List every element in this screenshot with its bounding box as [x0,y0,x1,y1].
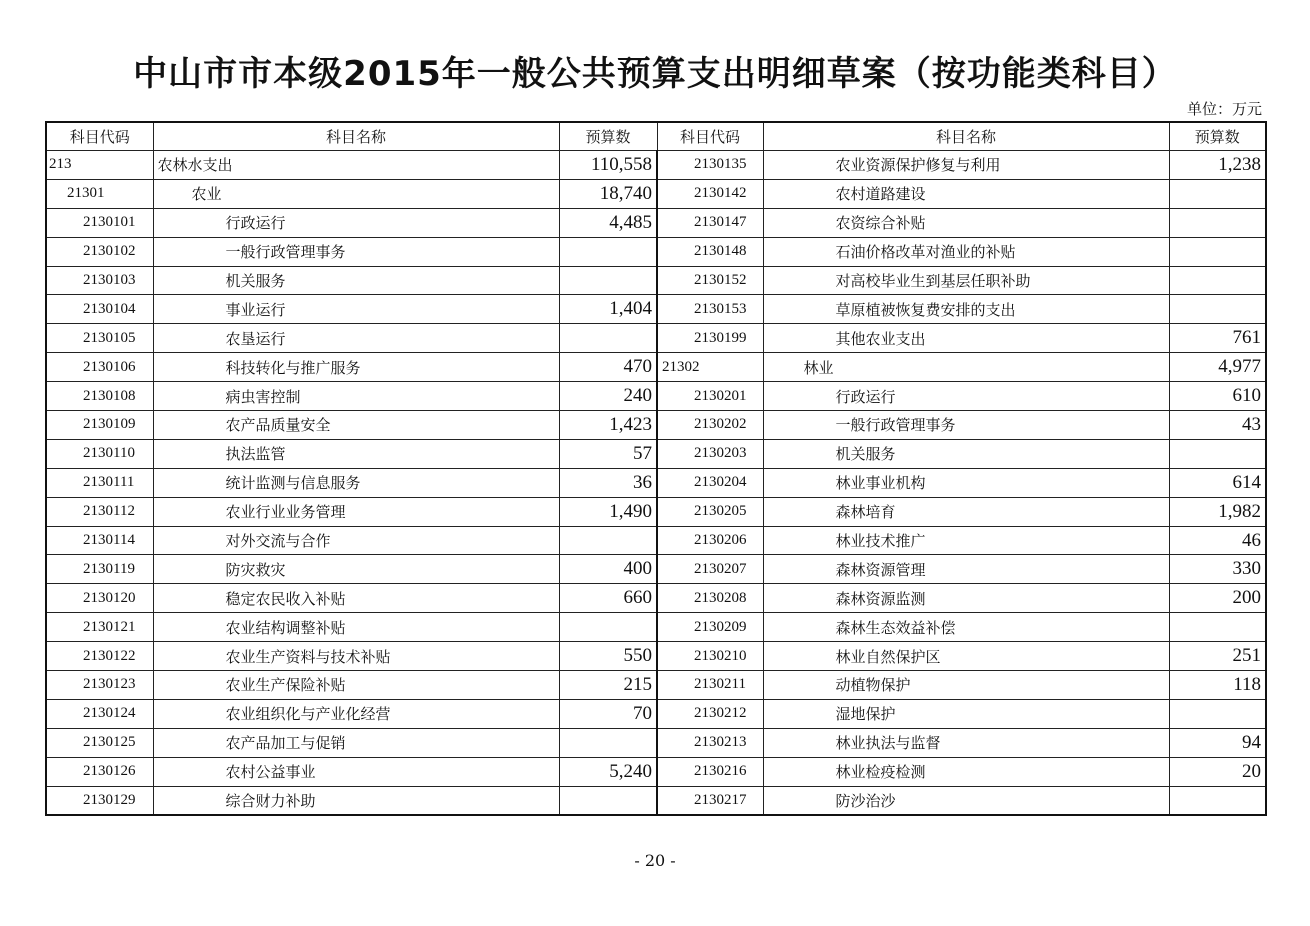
right-amount-cell: 1,982 [1169,497,1266,526]
right-code-cell: 2130204 [657,468,763,497]
right-amount-cell: 610 [1169,382,1266,411]
right-code-cell: 2130213 [657,728,763,757]
left-name-cell: 综合财力补助 [153,786,559,815]
table-row [46,208,1266,237]
right-amount-cell [1169,699,1266,728]
right-amount-cell: 1,238 [1169,151,1266,180]
left-amount-cell [559,237,657,266]
left-name-cell: 对外交流与合作 [153,526,559,555]
left-code-cell: 2130110 [46,439,153,468]
right-amount-cell: 251 [1169,642,1266,671]
left-amount-cell: 36 [559,468,657,497]
left-name-cell: 防灾救灾 [153,555,559,584]
table-row [46,613,1266,642]
table-row [46,439,1266,468]
right-name-cell: 林业 [763,353,1169,382]
right-name-cell: 森林生态效益补偿 [763,613,1169,642]
header-right-amount: 预算数 [1169,122,1266,151]
left-name-cell: 执法监管 [153,439,559,468]
left-name-cell: 统计监测与信息服务 [153,468,559,497]
right-name-cell: 农业资源保护修复与利用 [763,151,1169,180]
header-right-name: 科目名称 [763,122,1169,151]
right-name-cell: 森林资源管理 [763,555,1169,584]
left-amount-cell [559,728,657,757]
right-code-cell: 2130202 [657,411,763,440]
left-name-cell: 农业生产资料与技术补贴 [153,642,559,671]
header-left-amount: 预算数 [559,122,657,151]
left-code-cell: 2130122 [46,642,153,671]
right-name-cell: 其他农业支出 [763,324,1169,353]
left-code-cell: 2130125 [46,728,153,757]
left-amount-cell: 4,485 [559,208,657,237]
right-amount-cell: 46 [1169,526,1266,555]
left-code-cell: 2130119 [46,555,153,584]
table-row [46,757,1266,786]
left-code-cell: 2130101 [46,208,153,237]
table-row [46,353,1266,382]
left-amount-cell: 470 [559,353,657,382]
left-code-cell: 2130105 [46,324,153,353]
right-amount-cell: 200 [1169,584,1266,613]
left-code-cell: 2130114 [46,526,153,555]
right-name-cell: 农资综合补贴 [763,208,1169,237]
left-name-cell: 农业行业业务管理 [153,497,559,526]
left-code-cell: 2130129 [46,786,153,815]
right-amount-cell: 330 [1169,555,1266,584]
left-name-cell: 农业组织化与产业化经营 [153,699,559,728]
right-amount-cell [1169,786,1266,815]
left-code-cell: 2130120 [46,584,153,613]
left-amount-cell: 215 [559,671,657,700]
right-amount-cell: 43 [1169,411,1266,440]
left-amount-cell: 110,558 [559,151,657,180]
left-name-cell: 农村公益事业 [153,757,559,786]
right-amount-cell [1169,266,1266,295]
header-left-code: 科目代码 [46,122,153,151]
table-row [46,324,1266,353]
right-name-cell: 对高校毕业生到基层任职补助 [763,266,1169,295]
left-name-cell: 农林水支出 [153,151,559,180]
left-name-cell: 农业 [153,179,559,208]
table-row [46,786,1266,815]
right-code-cell: 2130199 [657,324,763,353]
right-name-cell: 森林资源监测 [763,584,1169,613]
header-right-code: 科目代码 [657,122,763,151]
left-code-cell: 2130103 [46,266,153,295]
left-code-cell: 2130106 [46,353,153,382]
left-name-cell: 科技转化与推广服务 [153,353,559,382]
right-amount-cell: 94 [1169,728,1266,757]
left-code-cell: 2130124 [46,699,153,728]
left-code-cell: 213 [46,151,153,180]
right-code-cell: 2130201 [657,382,763,411]
left-code-cell: 2130123 [46,671,153,700]
table-row [46,699,1266,728]
left-amount-cell: 550 [559,642,657,671]
table-row [46,584,1266,613]
right-code-cell: 2130206 [657,526,763,555]
table-row [46,671,1266,700]
right-name-cell: 防沙治沙 [763,786,1169,815]
right-amount-cell: 4,977 [1169,353,1266,382]
left-amount-cell: 400 [559,555,657,584]
right-code-cell: 2130135 [657,151,763,180]
left-code-cell: 2130121 [46,613,153,642]
right-amount-cell [1169,179,1266,208]
right-code-cell: 2130205 [657,497,763,526]
page-number: - 20 - [634,851,676,870]
document-title: 中山市市本级2015年一般公共预算支出明细草案（按功能类科目） [133,54,1177,94]
left-name-cell: 机关服务 [153,266,559,295]
right-name-cell: 一般行政管理事务 [763,411,1169,440]
right-code-cell: 2130216 [657,757,763,786]
right-name-cell: 林业执法与监督 [763,728,1169,757]
left-name-cell: 一般行政管理事务 [153,237,559,266]
right-code-cell: 2130211 [657,671,763,700]
left-name-cell: 农产品质量安全 [153,411,559,440]
right-code-cell: 2130217 [657,786,763,815]
left-code-cell: 2130104 [46,295,153,324]
left-amount-cell: 1,404 [559,295,657,324]
right-code-cell: 2130209 [657,613,763,642]
table-row [46,382,1266,411]
left-code-cell: 2130111 [46,468,153,497]
right-amount-cell [1169,295,1266,324]
right-name-cell: 湿地保护 [763,699,1169,728]
table-row [46,237,1266,266]
left-code-cell: 21301 [46,179,153,208]
right-name-cell: 草原植被恢复费安排的支出 [763,295,1169,324]
left-amount-cell [559,613,657,642]
left-amount-cell [559,526,657,555]
table-row [46,295,1266,324]
right-name-cell: 行政运行 [763,382,1169,411]
right-name-cell: 林业检疫检测 [763,757,1169,786]
left-code-cell: 2130108 [46,382,153,411]
unit-label: 单位：万元 [1186,100,1262,118]
table-row [46,555,1266,584]
right-code-cell: 2130207 [657,555,763,584]
right-amount-cell: 614 [1169,468,1266,497]
right-name-cell: 动植物保护 [763,671,1169,700]
right-amount-cell: 761 [1169,324,1266,353]
table-row [46,642,1266,671]
right-code-cell: 2130147 [657,208,763,237]
right-name-cell: 石油价格改革对渔业的补贴 [763,237,1169,266]
right-code-cell: 2130142 [657,179,763,208]
left-name-cell: 农产品加工与促销 [153,728,559,757]
left-amount-cell: 18,740 [559,179,657,208]
table-row [46,179,1266,208]
left-code-cell: 2130126 [46,757,153,786]
right-code-cell: 2130152 [657,266,763,295]
table-row [46,728,1266,757]
left-amount-cell [559,324,657,353]
left-amount-cell: 660 [559,584,657,613]
right-amount-cell [1169,237,1266,266]
right-code-cell: 2130208 [657,584,763,613]
right-code-cell: 2130212 [657,699,763,728]
right-name-cell: 机关服务 [763,439,1169,468]
left-amount-cell: 1,490 [559,497,657,526]
table-row [46,497,1266,526]
right-name-cell: 林业事业机构 [763,468,1169,497]
table-header-row [46,122,1266,151]
right-name-cell: 林业技术推广 [763,526,1169,555]
left-name-cell: 稳定农民收入补贴 [153,584,559,613]
left-amount-cell: 1,423 [559,411,657,440]
header-left-name: 科目名称 [153,122,559,151]
right-code-cell: 2130210 [657,642,763,671]
left-amount-cell [559,266,657,295]
left-name-cell: 行政运行 [153,208,559,237]
right-amount-cell [1169,208,1266,237]
right-name-cell: 林业自然保护区 [763,642,1169,671]
left-amount-cell [559,786,657,815]
left-name-cell: 事业运行 [153,295,559,324]
left-amount-cell: 240 [559,382,657,411]
right-amount-cell: 118 [1169,671,1266,700]
table-body [46,151,1266,816]
left-name-cell: 病虫害控制 [153,382,559,411]
right-amount-cell [1169,613,1266,642]
left-code-cell: 2130109 [46,411,153,440]
table-row [46,526,1266,555]
right-amount-cell [1169,439,1266,468]
right-name-cell: 农村道路建设 [763,179,1169,208]
left-code-cell: 2130102 [46,237,153,266]
right-code-cell: 2130153 [657,295,763,324]
table-row [46,266,1266,295]
budget-table [45,121,1267,816]
left-name-cell: 农垦运行 [153,324,559,353]
left-amount-cell: 5,240 [559,757,657,786]
right-code-cell: 21302 [657,353,763,382]
right-code-cell: 2130148 [657,237,763,266]
table-row [46,468,1266,497]
left-code-cell: 2130112 [46,497,153,526]
table-row [46,151,1266,180]
left-name-cell: 农业生产保险补贴 [153,671,559,700]
right-amount-cell: 20 [1169,757,1266,786]
left-amount-cell: 57 [559,439,657,468]
left-amount-cell: 70 [559,699,657,728]
table-row [46,411,1266,440]
left-name-cell: 农业结构调整补贴 [153,613,559,642]
right-name-cell: 森林培育 [763,497,1169,526]
right-code-cell: 2130203 [657,439,763,468]
